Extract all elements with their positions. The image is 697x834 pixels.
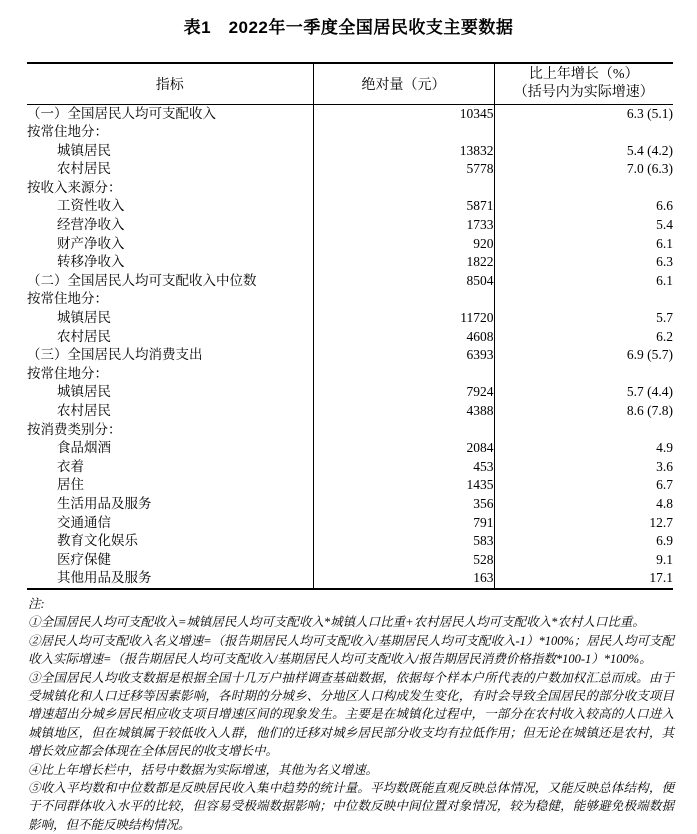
growth-value-cell [494, 365, 673, 384]
absolute-value-cell: 2084 [313, 439, 494, 458]
indicator-cell: 转移净收入 [57, 254, 125, 270]
notes-heading: 注: [28, 597, 45, 611]
indicator-cell: 按消费类别分： [27, 421, 122, 437]
absolute-value-cell: 10345 [313, 104, 494, 123]
table-row [27, 179, 673, 198]
absolute-value-cell [313, 421, 494, 440]
notes-section [28, 595, 674, 834]
indicator-cell: （三）全国居民人均消费支出 [27, 347, 203, 363]
absolute-value-cell [313, 123, 494, 142]
table-row [27, 197, 673, 216]
indicator-cell: 城镇居民 [57, 142, 111, 158]
indicator-cell: 工资性收入 [57, 198, 125, 214]
growth-value-cell: 6.3 [494, 253, 673, 272]
table-row [27, 402, 673, 421]
indicator-cell: 按常住地分： [27, 291, 108, 307]
absolute-value-cell: 163 [313, 569, 494, 589]
table-row [27, 123, 673, 142]
page-title: 表1 2022年一季度全国居民收支主要数据 [183, 18, 514, 37]
table-row [27, 142, 673, 161]
absolute-value-cell [313, 179, 494, 198]
table-row [27, 383, 673, 402]
absolute-value-cell: 1733 [313, 216, 494, 235]
indicator-cell: 按常住地分： [27, 365, 108, 381]
indicator-cell: 财产净收入 [57, 235, 125, 251]
absolute-value-cell: 1435 [313, 476, 494, 495]
indicator-cell: 居住 [57, 477, 84, 493]
indicator-cell: （二）全国居民人均可支配收入中位数 [27, 272, 257, 288]
table-row [27, 290, 673, 309]
growth-value-cell: 4.8 [494, 495, 673, 514]
note-item: ⑤收入平均数和中位数都是反映居民收入集中趋势的统计量。平均数既能直观反映总体情况，又能反映总体结构，便于不同群体收入水平的比较，但容易受极端数据影响；中位数反映中间位置对象情况，较为稳健，能够避免极端数据影响，但不能反映结构情况。 [28, 781, 674, 832]
col-header-indicator: 指标 [27, 63, 313, 104]
absolute-value-cell [313, 365, 494, 384]
note-item: ③全国居民人均收支数据是根据全国十几万户抽样调查基础数据，依据每个样本户所代表的户数加权汇总而成。由于受城镇化和人口迁移等因素影响，各时期的分城乡、分地区人口构成发生变化，有时会导致全国居民的部分收支项目增速超出分城乡居民相应收支项目增速区间的现象发生。主要是在城镇化过程中，一部分在农村收入较高的人口进入城镇地区，但在城镇属于较低收入人群，他们的迁移对城乡居民部分收支均有拉低作用；但无论在城镇还是农村，其增长效应都会体现在全体居民的收支增长中。 [28, 670, 674, 759]
indicator-cell: 衣着 [57, 458, 84, 474]
income-expenditure-table [27, 62, 673, 590]
growth-value-cell: 6.6 [494, 197, 673, 216]
notes-list [28, 613, 674, 834]
table-row [27, 551, 673, 570]
indicator-cell: 医疗保健 [57, 551, 111, 567]
absolute-value-cell: 13832 [313, 142, 494, 161]
growth-value-cell: 5.7 [494, 309, 673, 328]
absolute-value-cell: 356 [313, 495, 494, 514]
growth-value-cell: 6.2 [494, 328, 673, 347]
growth-value-cell: 4.9 [494, 439, 673, 458]
table-row [27, 439, 673, 458]
col-header-absolute: 绝对量（元） [313, 63, 494, 104]
growth-value-cell: 6.1 [494, 235, 673, 254]
table-row [27, 458, 673, 477]
note-item: ②居民人均可支配收入名义增速=（报告期居民人均可支配收入/基期居民人均可支配收入-1）*100%；居民人均可支配收入实际增速=（报告期居民人均可支配收入/基期居民人均可支配收入/报告期居民消费价格指数*100-1）*100%。 [28, 633, 674, 667]
absolute-value-cell: 7924 [313, 383, 494, 402]
absolute-value-cell: 920 [313, 235, 494, 254]
growth-value-cell: 6.9 (5.7) [494, 346, 673, 365]
table-row [27, 495, 673, 514]
indicator-cell: 经营净收入 [57, 217, 125, 233]
growth-value-cell: 6.3 (5.1) [494, 104, 673, 123]
indicator-cell: 按收入来源分： [27, 179, 122, 195]
table-header-row [27, 63, 673, 104]
absolute-value-cell: 4608 [313, 328, 494, 347]
growth-value-cell [494, 421, 673, 440]
table-row [27, 272, 673, 291]
note-item: ①全国居民人均可支配收入=城镇居民人均可支配收入*城镇人口比重+农村居民人均可支配收入*农村人口比重。 [28, 615, 645, 630]
table-row [27, 309, 673, 328]
growth-value-cell: 8.6 (7.8) [494, 402, 673, 421]
table-row [27, 104, 673, 123]
indicator-cell: 城镇居民 [57, 384, 111, 400]
indicator-cell: 农村居民 [57, 403, 111, 418]
absolute-value-cell: 791 [313, 514, 494, 533]
indicator-cell: （一）全国居民人均可支配收入 [27, 105, 216, 121]
note-item: ④比上年增长栏中，括号中数据为实际增速，其他为名义增速。 [28, 762, 379, 777]
indicator-cell: 教育文化娱乐 [57, 533, 138, 549]
table-row [27, 365, 673, 384]
table-row [27, 421, 673, 440]
table-row [27, 160, 673, 179]
growth-value-cell: 7.0 (6.3) [494, 160, 673, 179]
table-row [27, 476, 673, 495]
growth-value-cell [494, 290, 673, 309]
absolute-value-cell: 8504 [313, 272, 494, 291]
growth-value-cell: 17.1 [494, 569, 673, 589]
col-header-growth-line1: 比上年增长（%） [528, 66, 639, 82]
indicator-cell: 农村居民 [57, 328, 111, 344]
table-body [27, 104, 673, 589]
absolute-value-cell: 5871 [313, 197, 494, 216]
table-row [27, 532, 673, 551]
growth-value-cell: 3.6 [494, 458, 673, 477]
table-row [27, 216, 673, 235]
col-header-growth [494, 63, 673, 104]
absolute-value-cell: 583 [313, 532, 494, 551]
absolute-value-cell [313, 290, 494, 309]
table-row [27, 514, 673, 533]
indicator-cell: 其他用品及服务 [57, 570, 152, 586]
growth-value-cell: 5.4 (4.2) [494, 142, 673, 161]
col-header-growth-line2: （括号内为实际增速） [513, 84, 654, 100]
indicator-cell: 食品烟酒 [57, 440, 111, 456]
absolute-value-cell: 5778 [313, 160, 494, 179]
indicator-cell: 农村居民 [57, 161, 111, 177]
absolute-value-cell: 453 [313, 458, 494, 477]
absolute-value-cell: 1822 [313, 253, 494, 272]
growth-value-cell: 6.9 [494, 532, 673, 551]
absolute-value-cell: 528 [313, 551, 494, 570]
indicator-cell: 交通通信 [57, 514, 111, 530]
indicator-cell: 按常住地分： [27, 124, 108, 140]
growth-value-cell: 9.1 [494, 551, 673, 570]
table-row [27, 569, 673, 589]
growth-value-cell: 6.7 [494, 476, 673, 495]
indicator-cell: 城镇居民 [57, 310, 111, 326]
growth-value-cell: 6.1 [494, 272, 673, 291]
absolute-value-cell: 11720 [313, 309, 494, 328]
growth-value-cell [494, 179, 673, 198]
table-row [27, 346, 673, 365]
absolute-value-cell: 4388 [313, 402, 494, 421]
table-header [27, 63, 673, 104]
table-row [27, 328, 673, 347]
growth-value-cell [494, 123, 673, 142]
table-row [27, 253, 673, 272]
indicator-cell: 生活用品及服务 [57, 495, 152, 511]
absolute-value-cell: 6393 [313, 346, 494, 365]
table-row [27, 235, 673, 254]
growth-value-cell: 5.4 [494, 216, 673, 235]
growth-value-cell: 12.7 [494, 514, 673, 533]
growth-value-cell: 5.7 (4.4) [494, 383, 673, 402]
